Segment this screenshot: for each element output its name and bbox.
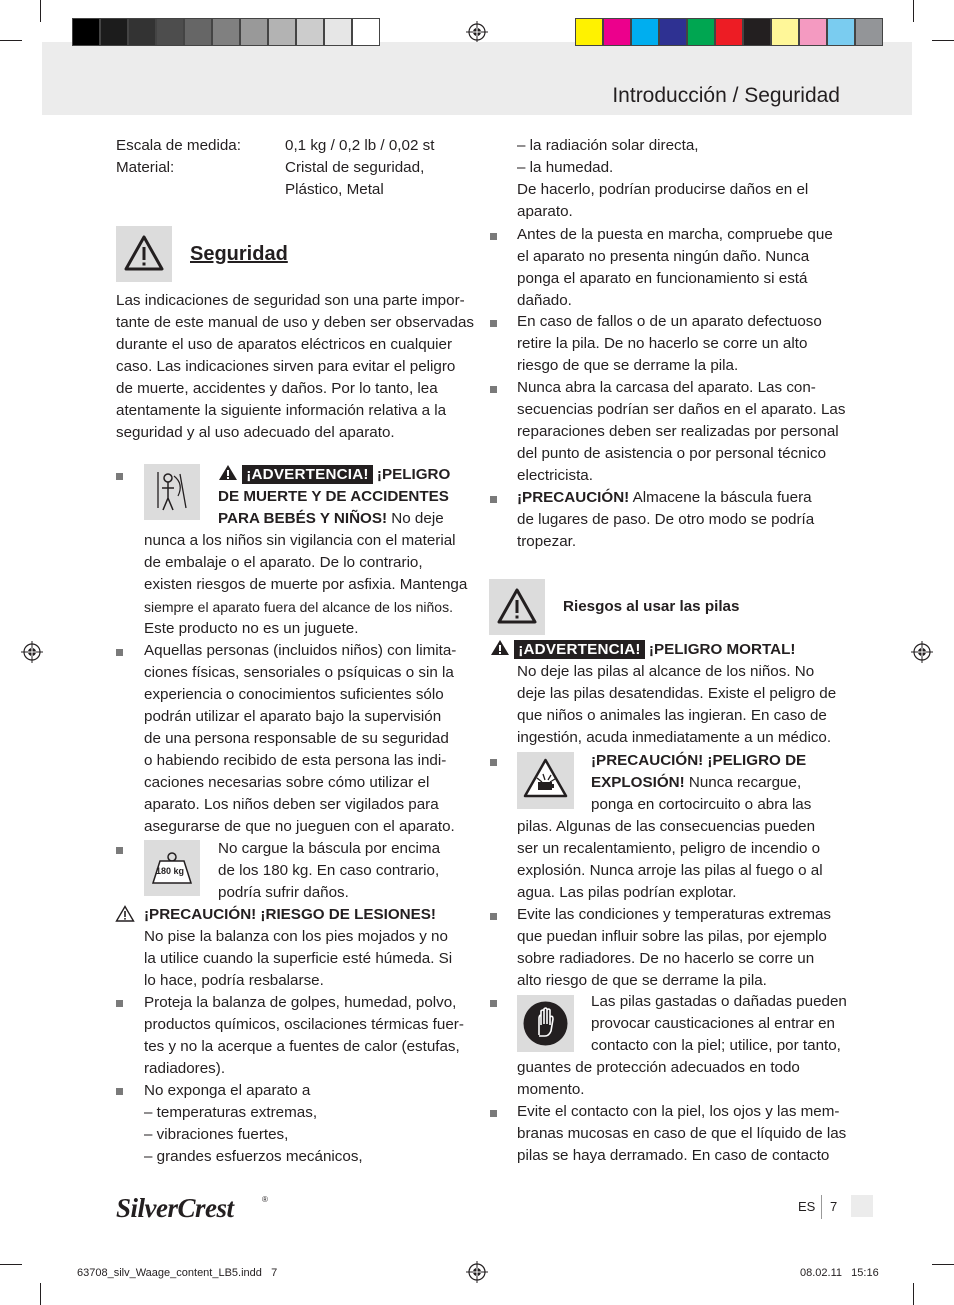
warning-triangle-icon: [116, 226, 172, 282]
text-line: de una persona responsable de su seguridad: [144, 730, 449, 747]
section-heading: Seguridad: [190, 243, 288, 265]
color-swatch: [855, 18, 883, 46]
text-line: pilas. Algunas de las consecuencias pueden: [517, 818, 816, 835]
registration-mark-icon: [466, 1261, 488, 1283]
text-line: – temperaturas extremas,: [144, 1104, 318, 1121]
text-line: durante el uso de aparatos eléctricos en cualquier: [116, 336, 453, 353]
caution-label: EXPLOSIÓN!: [591, 774, 685, 791]
list-continuation: [517, 135, 808, 223]
crop-mark: [40, 1283, 41, 1305]
text-line: – grandes esfuerzos mecánicos,: [144, 1148, 363, 1165]
page-number: 7: [830, 1199, 838, 1214]
text-line: podrán utilizar el aparato bajo la supervisión: [144, 708, 442, 725]
list-item: [517, 377, 845, 487]
text-line: de embalaje o el aparato. De lo contrario,: [144, 554, 423, 571]
text-line: caciones necesarias sobre cómo utilizar el: [144, 774, 430, 791]
list-item-body: [517, 816, 823, 904]
text-line: productos químicos, oscilaciones térmicas fuer-: [144, 1016, 464, 1033]
bullet-icon: [490, 233, 497, 240]
crop-mark: [913, 1283, 914, 1305]
warning-label: ¡ADVERTENCIA!: [242, 465, 372, 484]
warning-label: ¡ADVERTENCIA!: [514, 640, 644, 659]
print-date: 08.02.11 15:16: [800, 1267, 879, 1279]
text-line: ponga en cortocircuito o abra las: [591, 796, 812, 813]
text-line: del punto de asistencia o por personal técnico: [517, 445, 827, 462]
text-line: deje las pilas desatendidas. Existe el peligro de: [517, 685, 837, 702]
text-line: agua. Las pilas podrían explotar.: [517, 884, 737, 901]
text-line: – vibraciones fuertes,: [144, 1126, 289, 1143]
text-line: retire la pila. De no hacerlo se corre un alto: [517, 335, 808, 352]
bullet-icon: [116, 1088, 123, 1095]
warning-icon-box: [489, 579, 545, 635]
warning-triangle-icon: [218, 464, 238, 481]
text-line: existen riesgos de muerte por asfixia. Mantenga: [144, 576, 468, 593]
bullet-icon: [490, 1000, 497, 1007]
list-item: [218, 838, 440, 904]
text-line: de los 180 kg. En caso contrario,: [218, 862, 440, 879]
text-line: aparato.: [517, 203, 573, 220]
text-line: No exponga el aparato a: [144, 1082, 311, 1099]
bullet-icon: [116, 1000, 123, 1007]
weight-icon-box: [144, 840, 200, 896]
spec-label: Material:: [116, 159, 175, 176]
bullet-icon: [490, 759, 497, 766]
spec-label: Escala de medida:: [116, 137, 241, 154]
text-line: ingestión, acuda inmediatamente a un médico.: [517, 729, 832, 746]
text-line: No deje las pilas al alcance de los niños. No: [517, 663, 815, 680]
text-line: Las pilas gastadas o dañadas pueden: [591, 993, 847, 1010]
text-line: tropezar.: [517, 533, 577, 550]
crop-mark: [0, 40, 22, 41]
bullet-icon: [490, 1110, 497, 1117]
bullet-icon: [490, 386, 497, 393]
color-swatch: [799, 18, 827, 46]
caution-block: [144, 904, 452, 992]
registration-mark-icon: [466, 21, 488, 43]
gray-swatch: [296, 18, 324, 46]
text-line: secuencias podrían ser daños en el aparato. Las: [517, 401, 846, 418]
text-line: asegurarse de que no jueguen con el aparato.: [144, 818, 455, 835]
gray-swatch: [184, 18, 212, 46]
color-swatch: [687, 18, 715, 46]
subsection-heading: Riesgos al usar las pilas: [563, 598, 740, 615]
page-tab: [851, 1195, 873, 1217]
list-item: [144, 1080, 363, 1168]
spec-value: 0,1 kg / 0,2 lb / 0,02 st: [285, 137, 435, 154]
file-info: 63708_silv_Waage_content_LB5.indd 7: [77, 1267, 278, 1279]
list-item: [517, 224, 833, 312]
brand-logo: SilverCrest ®: [116, 1193, 268, 1223]
warning-triangle-icon: [490, 639, 510, 656]
warning-icon-box: [116, 226, 172, 282]
text-line: explosión. Nunca arroje las pilas al fuego o al: [517, 862, 823, 879]
text-line: riesgo de que se derrame la pila.: [517, 357, 739, 374]
protective-gloves-icon: [517, 995, 574, 1052]
color-swatch: [827, 18, 855, 46]
text-line: sobre radiadores. De no hacerlo se corre un: [517, 950, 815, 967]
text-line: el aparato no presenta ningún daño. Nunca: [517, 248, 810, 265]
warning-triangle-outline-icon: [115, 905, 135, 922]
text-line: atentamente la siguiente información relativa a la: [116, 402, 447, 419]
crop-mark: [932, 40, 954, 41]
text-line: ciones físicas, sensoriales o psíquicas o sin la: [144, 664, 454, 681]
gray-swatch: [240, 18, 268, 46]
crop-mark: [932, 1264, 954, 1265]
color-swatch: [743, 18, 771, 46]
text-line: nunca a los niños sin vigilancia con el material: [144, 532, 456, 549]
gray-swatch: [352, 18, 380, 46]
gray-swatch: [268, 18, 296, 46]
crop-mark: [0, 1264, 22, 1265]
text-line: – la humedad.: [517, 159, 614, 176]
crop-mark: [40, 0, 41, 22]
explosion-icon-box: [517, 752, 574, 809]
footer-divider: [821, 1195, 822, 1219]
text-line: ponga el aparato en funcionamiento si está: [517, 270, 808, 287]
gray-swatch: [128, 18, 156, 46]
list-item: [591, 750, 811, 816]
text-line: radiadores).: [144, 1060, 226, 1077]
page-title: Introducción / Seguridad: [612, 84, 840, 107]
text-line: Evite el contacto con la piel, los ojos y las mem-: [517, 1103, 840, 1120]
text-line: De hacerlo, podrían producirse daños en el: [517, 181, 809, 198]
color-swatch: [771, 18, 799, 46]
warning-text: DE MUERTE Y DE ACCIDENTES: [218, 488, 449, 505]
text-line: No deje: [387, 510, 444, 527]
text-line: provocar causticaciones al entrar en: [591, 1015, 835, 1032]
language-code: ES: [798, 1199, 816, 1214]
warning-body: [517, 661, 836, 749]
text-line: branas mucosas en caso de que el líquido de las: [517, 1125, 847, 1142]
text-line: lo hace, podría resbalarse.: [144, 972, 324, 989]
list-item: [591, 991, 847, 1057]
text-line: tes y no la acerque a fuentes de calor (estufas,: [144, 1038, 460, 1055]
text-line: dañado.: [517, 292, 572, 309]
gray-swatch: [156, 18, 184, 46]
text-line: Antes de la puesta en marcha, compruebe que: [517, 226, 833, 243]
color-swatch: [603, 18, 631, 46]
text-line: Evite las condiciones y temperaturas extremas: [517, 906, 832, 923]
registration-mark-icon: [911, 641, 933, 663]
child-hazard-icon-box: [144, 464, 200, 520]
list-item: [517, 904, 831, 992]
text-line: contacto con la piel; utilice, por tanto,: [591, 1037, 841, 1054]
color-swatch: [659, 18, 687, 46]
color-swatch: [575, 18, 603, 46]
text-line: caso. Las indicaciones sirven para evitar el peligro: [116, 358, 456, 375]
child-suffocation-icon: [144, 464, 200, 520]
text-line: Aquellas personas (incluidos niños) con limita-: [144, 642, 457, 659]
text-line: experiencia o conocimientos suficientes sólo: [144, 686, 444, 703]
text-line: que puedan influir sobre las pilas, por ejemplo: [517, 928, 827, 945]
text-line: Este producto no es un juguete.: [144, 620, 359, 637]
color-swatch: [715, 18, 743, 46]
gloves-icon-box: [517, 995, 574, 1052]
text-line: Las indicaciones de seguridad son una parte impor-: [116, 292, 465, 309]
text-line: seguridad y al uso adecuado del aparato.: [116, 424, 395, 441]
text-line: podría sufrir daños.: [218, 884, 349, 901]
text-line: – la radiación solar directa,: [517, 137, 699, 154]
text-line: tante de este manual de uso y deben ser observadas: [116, 314, 474, 331]
gray-swatch: [212, 18, 240, 46]
warning-body: [144, 530, 467, 640]
weight-label: 180 kg: [156, 866, 185, 876]
bullet-icon: [490, 320, 497, 327]
text-line: momento.: [517, 1081, 585, 1098]
text-line: Almacene la báscula fuera: [629, 489, 812, 506]
brand-logo-text: SilverCrest: [116, 1193, 234, 1223]
text-line: siempre el aparato fuera del alcance de los niños.: [144, 599, 453, 615]
text-line: Nunca abra la carcasa del aparato. Las con-: [517, 379, 816, 396]
list-item: [517, 487, 814, 553]
gray-swatch: [100, 18, 128, 46]
intro-paragraph: [116, 290, 474, 444]
list-item: [517, 1101, 846, 1167]
registration-mark-icon: [21, 641, 43, 663]
text-line: alto riesgo de que se derrame la pila.: [517, 972, 767, 989]
text-line: de lugares de paso. De otro modo se podría: [517, 511, 815, 528]
caution-label: ¡PRECAUCIÓN!: [517, 489, 630, 506]
gray-swatch: [72, 18, 100, 46]
text-line: ser un recalentamiento, peligro de incendio o: [517, 840, 821, 857]
list-item: [144, 992, 464, 1080]
text-line: o habiendo recibido de esta persona las indi-: [144, 752, 447, 769]
text-line: No pise la balanza con los pies mojados y no: [144, 928, 448, 945]
text-line: que niños o animales las ingieran. En caso de: [517, 707, 827, 724]
spec-value: Plástico, Metal: [285, 181, 384, 198]
specs-table: [116, 135, 476, 201]
warning-text: ¡PELIGRO MORTAL!: [648, 641, 796, 658]
crop-mark: [913, 0, 914, 22]
text-line: En caso de fallos o de un aparato defectuoso: [517, 313, 822, 330]
text-line: Proteja la balanza de golpes, humedad, polvo,: [144, 994, 457, 1011]
caution-heading: ¡PRECAUCIÓN! ¡RIESGO DE LESIONES!: [144, 906, 436, 923]
list-item: [517, 311, 822, 377]
text-line: No cargue la báscula por encima: [218, 840, 441, 857]
text-line: Nunca recargue,: [684, 774, 802, 791]
bullet-icon: [490, 496, 497, 503]
text-line: electricista.: [517, 467, 593, 484]
warning-text: PARA BEBÉS Y NIÑOS!: [218, 510, 388, 527]
text-line: la utilice cuando la superficie esté húmeda. Si: [144, 950, 453, 967]
text-line: reparaciones deben ser realizadas por personal: [517, 423, 839, 440]
explosion-hazard-icon: [517, 752, 574, 809]
color-swatch: [631, 18, 659, 46]
list-item-body: [517, 1057, 800, 1101]
list-item: [144, 640, 456, 838]
bullet-icon: [490, 913, 497, 920]
text-line: guantes de protección adecuados en todo: [517, 1059, 800, 1076]
spec-value: Cristal de seguridad,: [285, 159, 425, 176]
bullet-icon: [116, 473, 123, 480]
text-line: de muerte, accidentes y daños. Por lo tanto, lea: [116, 380, 438, 397]
warning-text: ¡PELIGRO: [376, 466, 451, 483]
warning-triangle-icon: [489, 579, 545, 635]
text-line: aparato. Los niños deben ser vigilados para: [144, 796, 439, 813]
caution-label: ¡PRECAUCIÓN! ¡PELIGRO DE: [591, 752, 807, 769]
bullet-icon: [116, 847, 123, 854]
bullet-icon: [116, 649, 123, 656]
text-line: pilas se haya derramado. En caso de contacto: [517, 1147, 830, 1164]
gray-swatch: [324, 18, 352, 46]
